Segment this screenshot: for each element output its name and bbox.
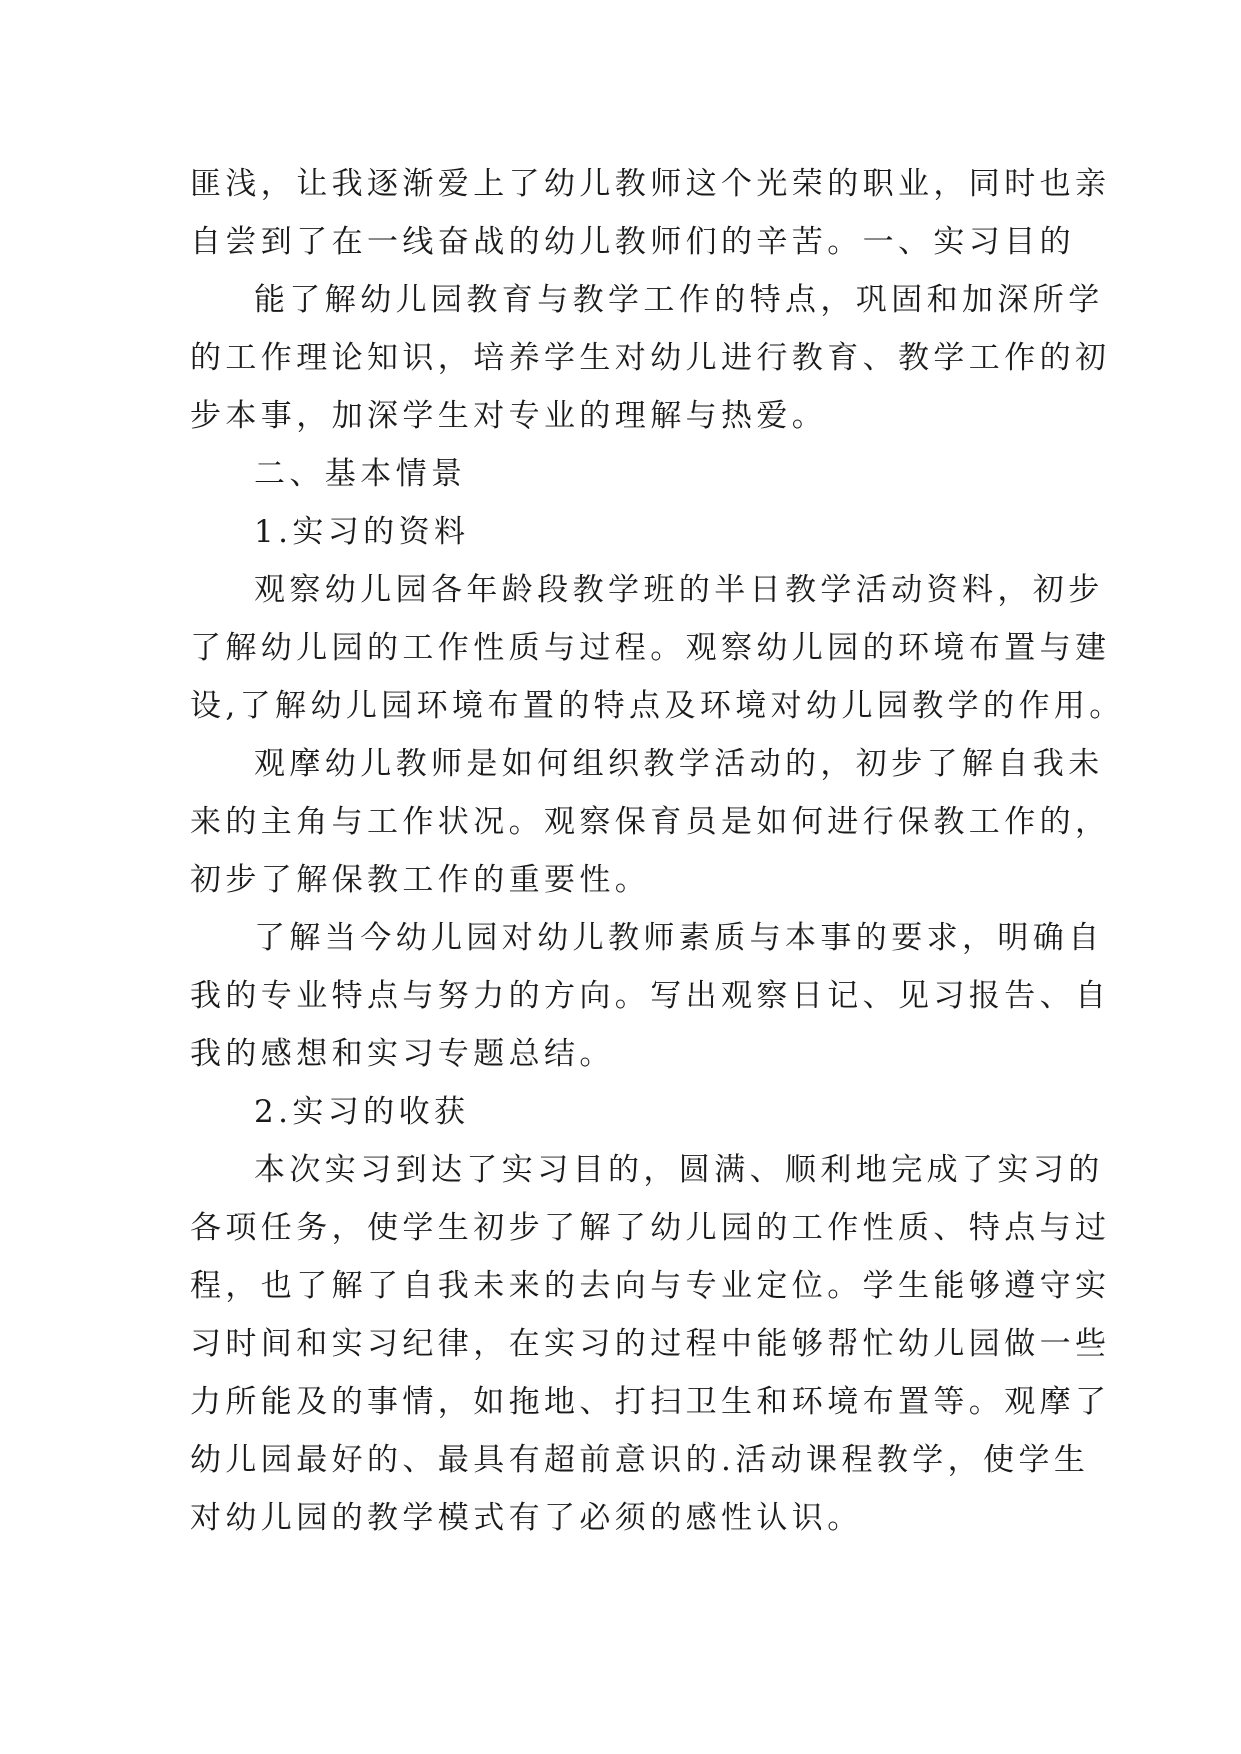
text-line: 程，也了解了自我未来的去向与专业定位。学生能够遵守实 (190, 1268, 1111, 1304)
text-line: 设,了解幼儿园环境布置的特点及环境对幼儿园教学的作用。 (190, 688, 1125, 724)
text-line: 对幼儿园的教学模式有了必须的感性认识。 (190, 1500, 863, 1536)
text-line: 力所能及的事情，如拖地、打扫卫生和环境布置等。观摩了 (190, 1384, 1111, 1420)
paragraph-first-line: 能了解幼儿园教育与教学工作的特点，巩固和加深所学 (254, 282, 1104, 318)
text-line: 了解幼儿园的工作性质与过程。观察幼儿园的环境布置与建 (190, 630, 1111, 666)
subsection-heading: 1.实习的资料 (254, 514, 470, 550)
paragraph-first-line: 观摩幼儿教师是如何组织教学活动的，初步了解自我未 (254, 746, 1104, 782)
text-line: 来的主角与工作状况。观察保育员是如何进行保教工作的， (190, 804, 1111, 840)
text-line: 自尝到了在一线奋战的幼儿教师们的辛苦。一、实习目的 (190, 224, 1075, 260)
paragraph-first-line: 了解当今幼儿园对幼儿教师素质与本事的要求，明确自 (254, 920, 1104, 956)
text-line: 匪浅，让我逐渐爱上了幼儿教师这个光荣的职业，同时也亲 (190, 166, 1111, 202)
paragraph-first-line: 观察幼儿园各年龄段教学班的半日教学活动资料，初步 (254, 572, 1104, 608)
text-line: 的工作理论知识，培养学生对幼儿进行教育、教学工作的初 (190, 340, 1111, 376)
text-line: 初步了解保教工作的重要性。 (190, 862, 651, 898)
paragraph-first-line: 本次实习到达了实习目的，圆满、顺利地完成了实习的 (254, 1152, 1104, 1188)
text-line: 幼儿园最好的、最具有超前意识的.活动课程教学，使学生 (190, 1442, 1090, 1478)
section-heading: 二、基本情景 (254, 456, 467, 492)
text-line: 我的感想和实习专题总结。 (190, 1036, 615, 1072)
text-line: 各项任务，使学生初步了解了幼儿园的工作性质、特点与过 (190, 1210, 1111, 1246)
text-line: 我的专业特点与努力的方向。写出观察日记、见习报告、自 (190, 978, 1111, 1014)
subsection-heading: 2.实习的收获 (254, 1094, 470, 1130)
text-line: 步本事，加深学生对专业的理解与热爱。 (190, 398, 828, 434)
text-line: 习时间和实习纪律，在实习的过程中能够帮忙幼儿园做一些 (190, 1326, 1111, 1362)
